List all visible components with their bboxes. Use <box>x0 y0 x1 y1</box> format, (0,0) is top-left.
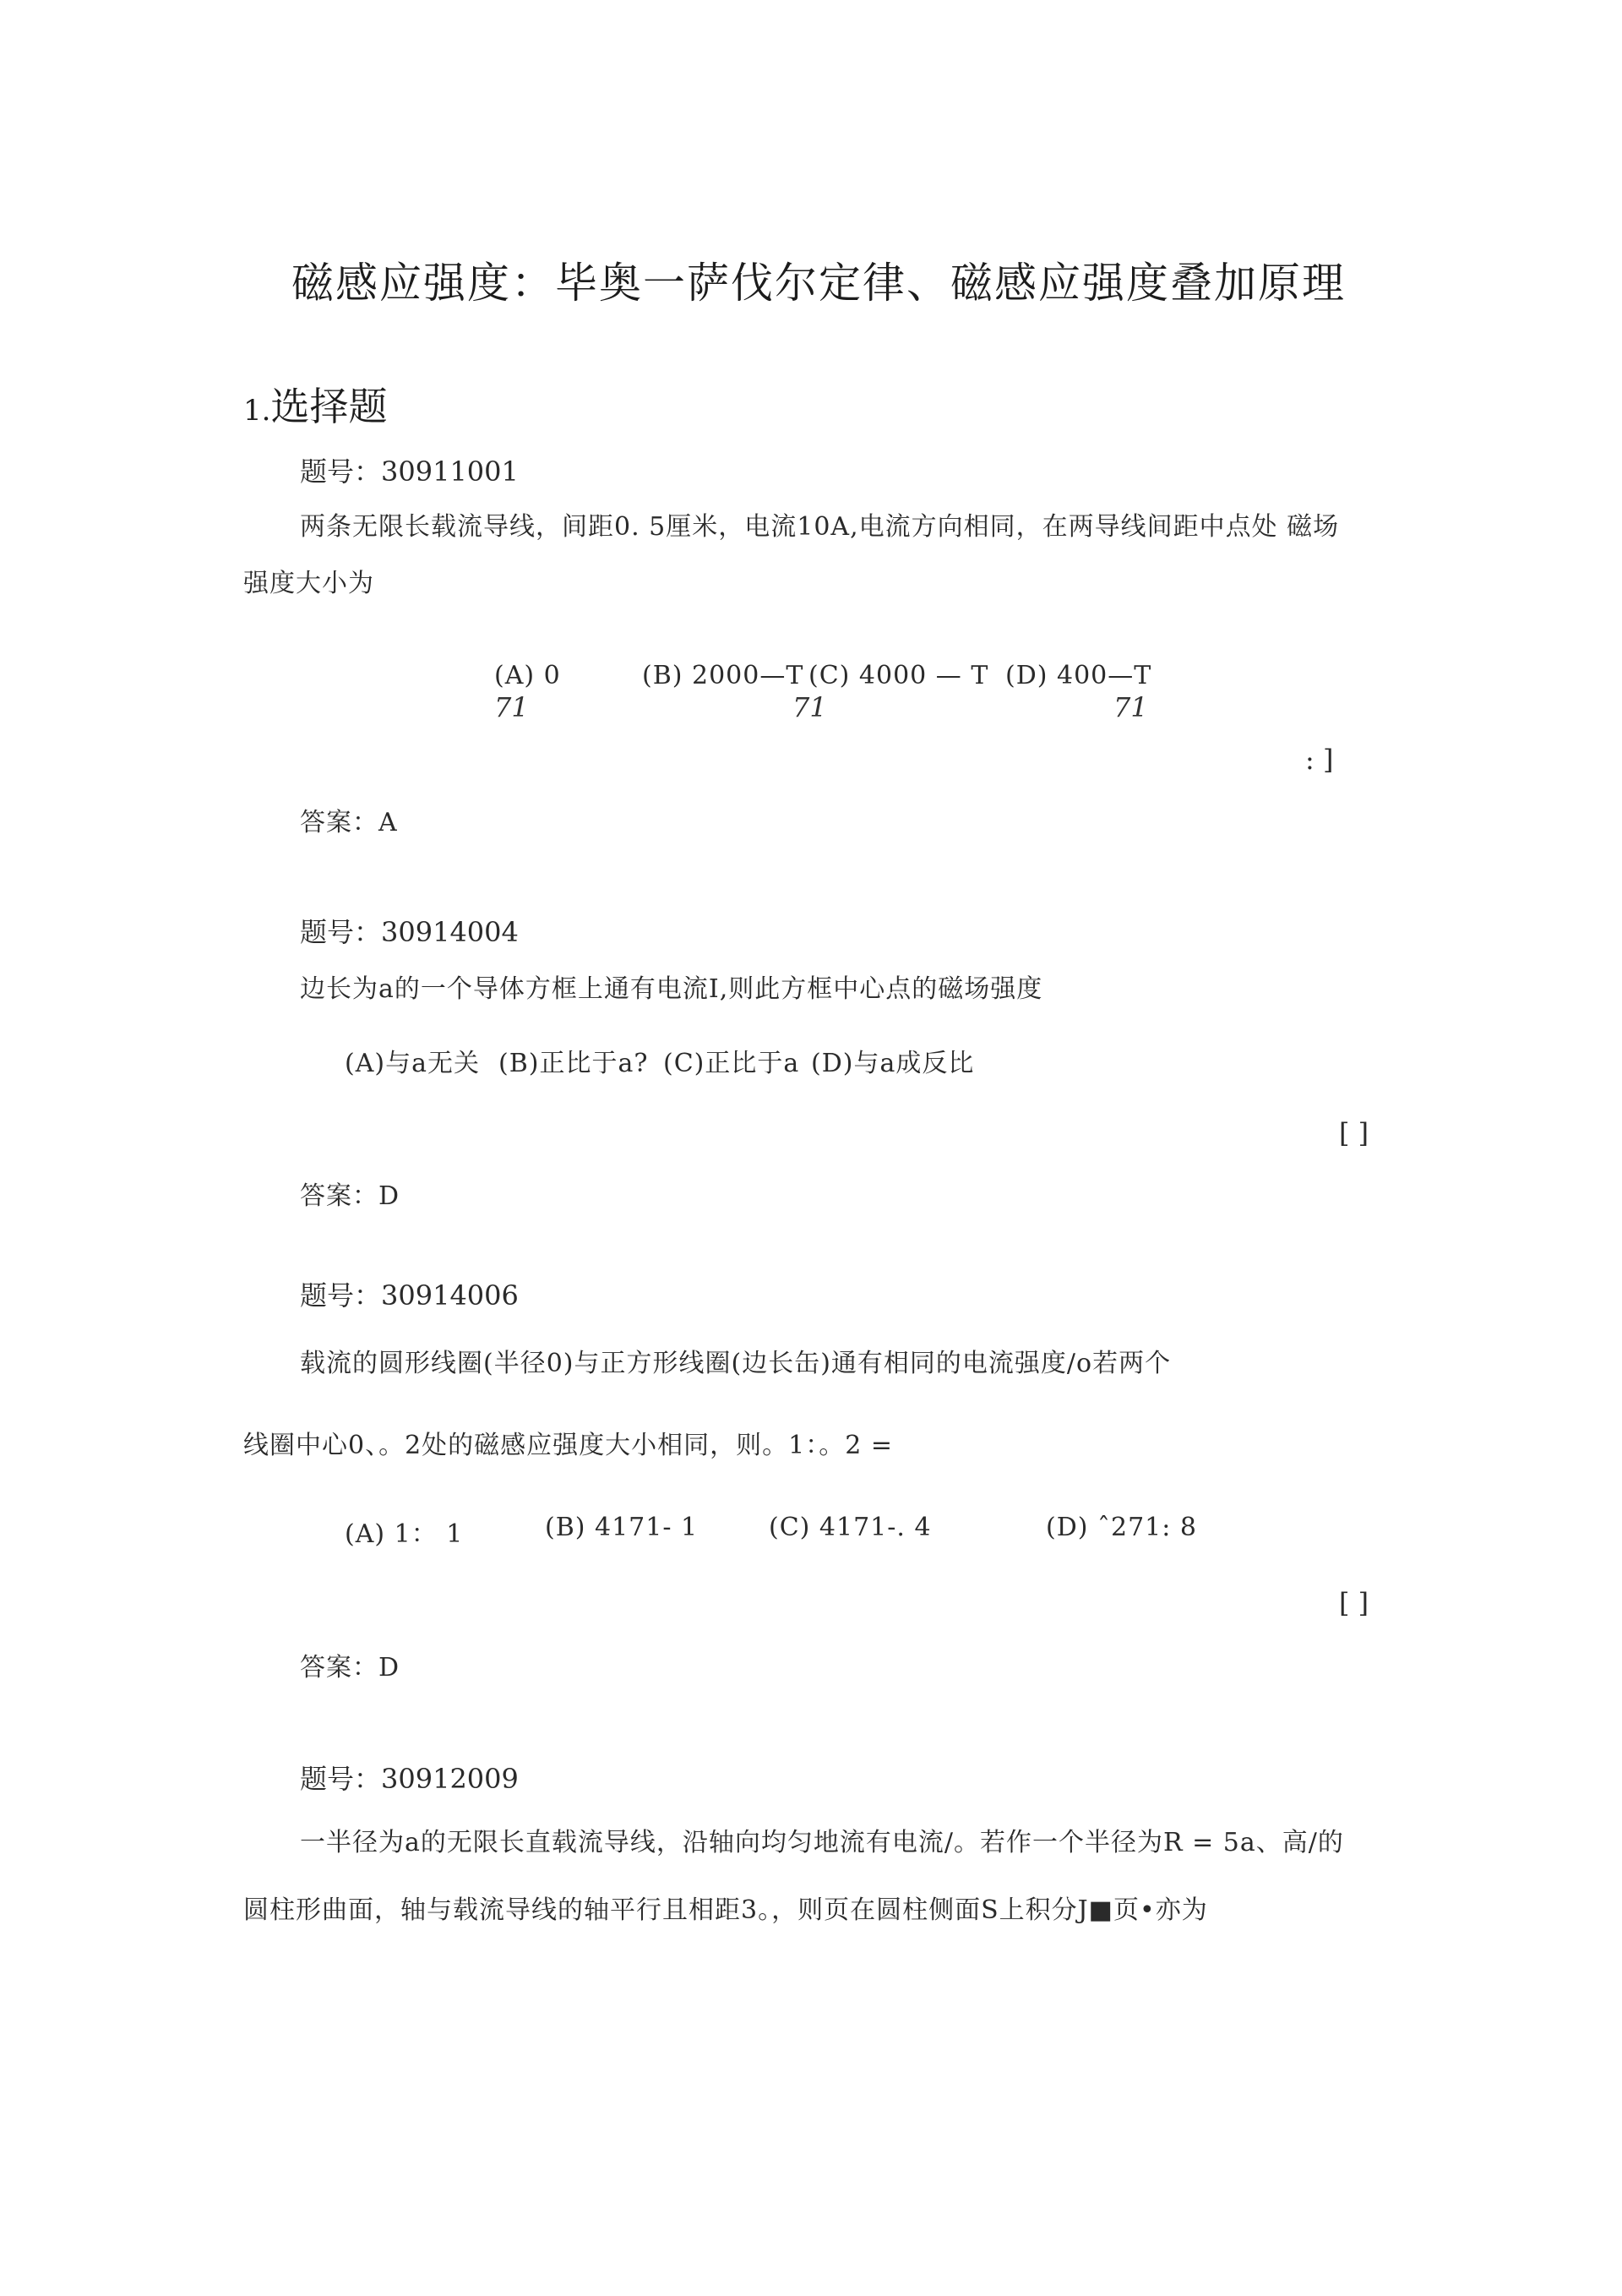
option-b: (B) 4171- 1 <box>545 1513 699 1542</box>
answer-text: 答案：D <box>300 1653 400 1682</box>
answer-bracket: [ ] <box>1339 1587 1369 1619</box>
answer-text: 答案：D <box>300 1181 400 1211</box>
question-number: 题号：30914006 <box>300 1279 519 1312</box>
option-denominator: 71 <box>792 691 827 723</box>
question-text: 边长为a的一个导体方框上通有电流I,则此方框中心点的磁场强度 <box>300 974 1043 1004</box>
option-a: (A) 0 <box>494 661 561 690</box>
question-text: 载流的圆形线圈(半径0)与正方形线圈(边长缶)通有相同的电流强度/o若两个 <box>300 1349 1172 1378</box>
option-d: (D) ˆ271: 8 <box>1046 1513 1197 1542</box>
option-a: (A) 1： 1 <box>345 1519 464 1549</box>
option-b: (B) 2000—T <box>642 661 804 690</box>
question-text: 圆柱形曲面，轴与载流导线的轴平行且相距3。，则页在圆柱侧面S上积分J■页•亦为 <box>243 1895 1208 1925</box>
option-denominator: 71 <box>494 691 529 723</box>
question-number: 题号：30911001 <box>300 455 519 488</box>
option-a: (A)与a无关 <box>345 1049 480 1078</box>
section-heading <box>243 376 387 432</box>
section-label: 选择题 <box>270 384 388 429</box>
question-text: 两条无限长载流导线，间距0. 5厘米，电流10A,电流方向相同，在两导线间距中点处 磁场 <box>300 512 1340 542</box>
option-denominator: 71 <box>1113 691 1148 723</box>
option-d: (D) 400—T <box>1005 661 1152 690</box>
answer-bracket: : ] <box>1305 744 1334 776</box>
question-text: 一半径为a的无限长直载流导线，沿轴向均匀地流有电流/。若作一个半径为R = 5a、高/的 <box>300 1828 1344 1857</box>
question-text: 线圈中心0、。2处的磁感应强度大小相同，则。1：。2 = <box>243 1431 894 1460</box>
option-d: (D)与a成反比 <box>811 1049 975 1078</box>
section-number: 1. <box>243 394 271 428</box>
option-c: (C) 4171-. 4 <box>769 1513 932 1542</box>
option-b: (B)正比于a? <box>498 1049 649 1078</box>
question-number: 题号：30912009 <box>300 1763 519 1795</box>
question-number: 题号：30914004 <box>300 916 519 948</box>
option-c: (C) 4000 — T <box>808 661 989 690</box>
option-c: (C)正比于a <box>663 1049 800 1078</box>
page-title: 磁感应强度：毕奥一萨伐尔定律、磁感应强度叠加原理 <box>291 259 1346 308</box>
answer-bracket: [ ] <box>1339 1117 1369 1149</box>
question-text: 强度大小为 <box>243 569 374 598</box>
answer-text: 答案：A <box>300 808 398 837</box>
